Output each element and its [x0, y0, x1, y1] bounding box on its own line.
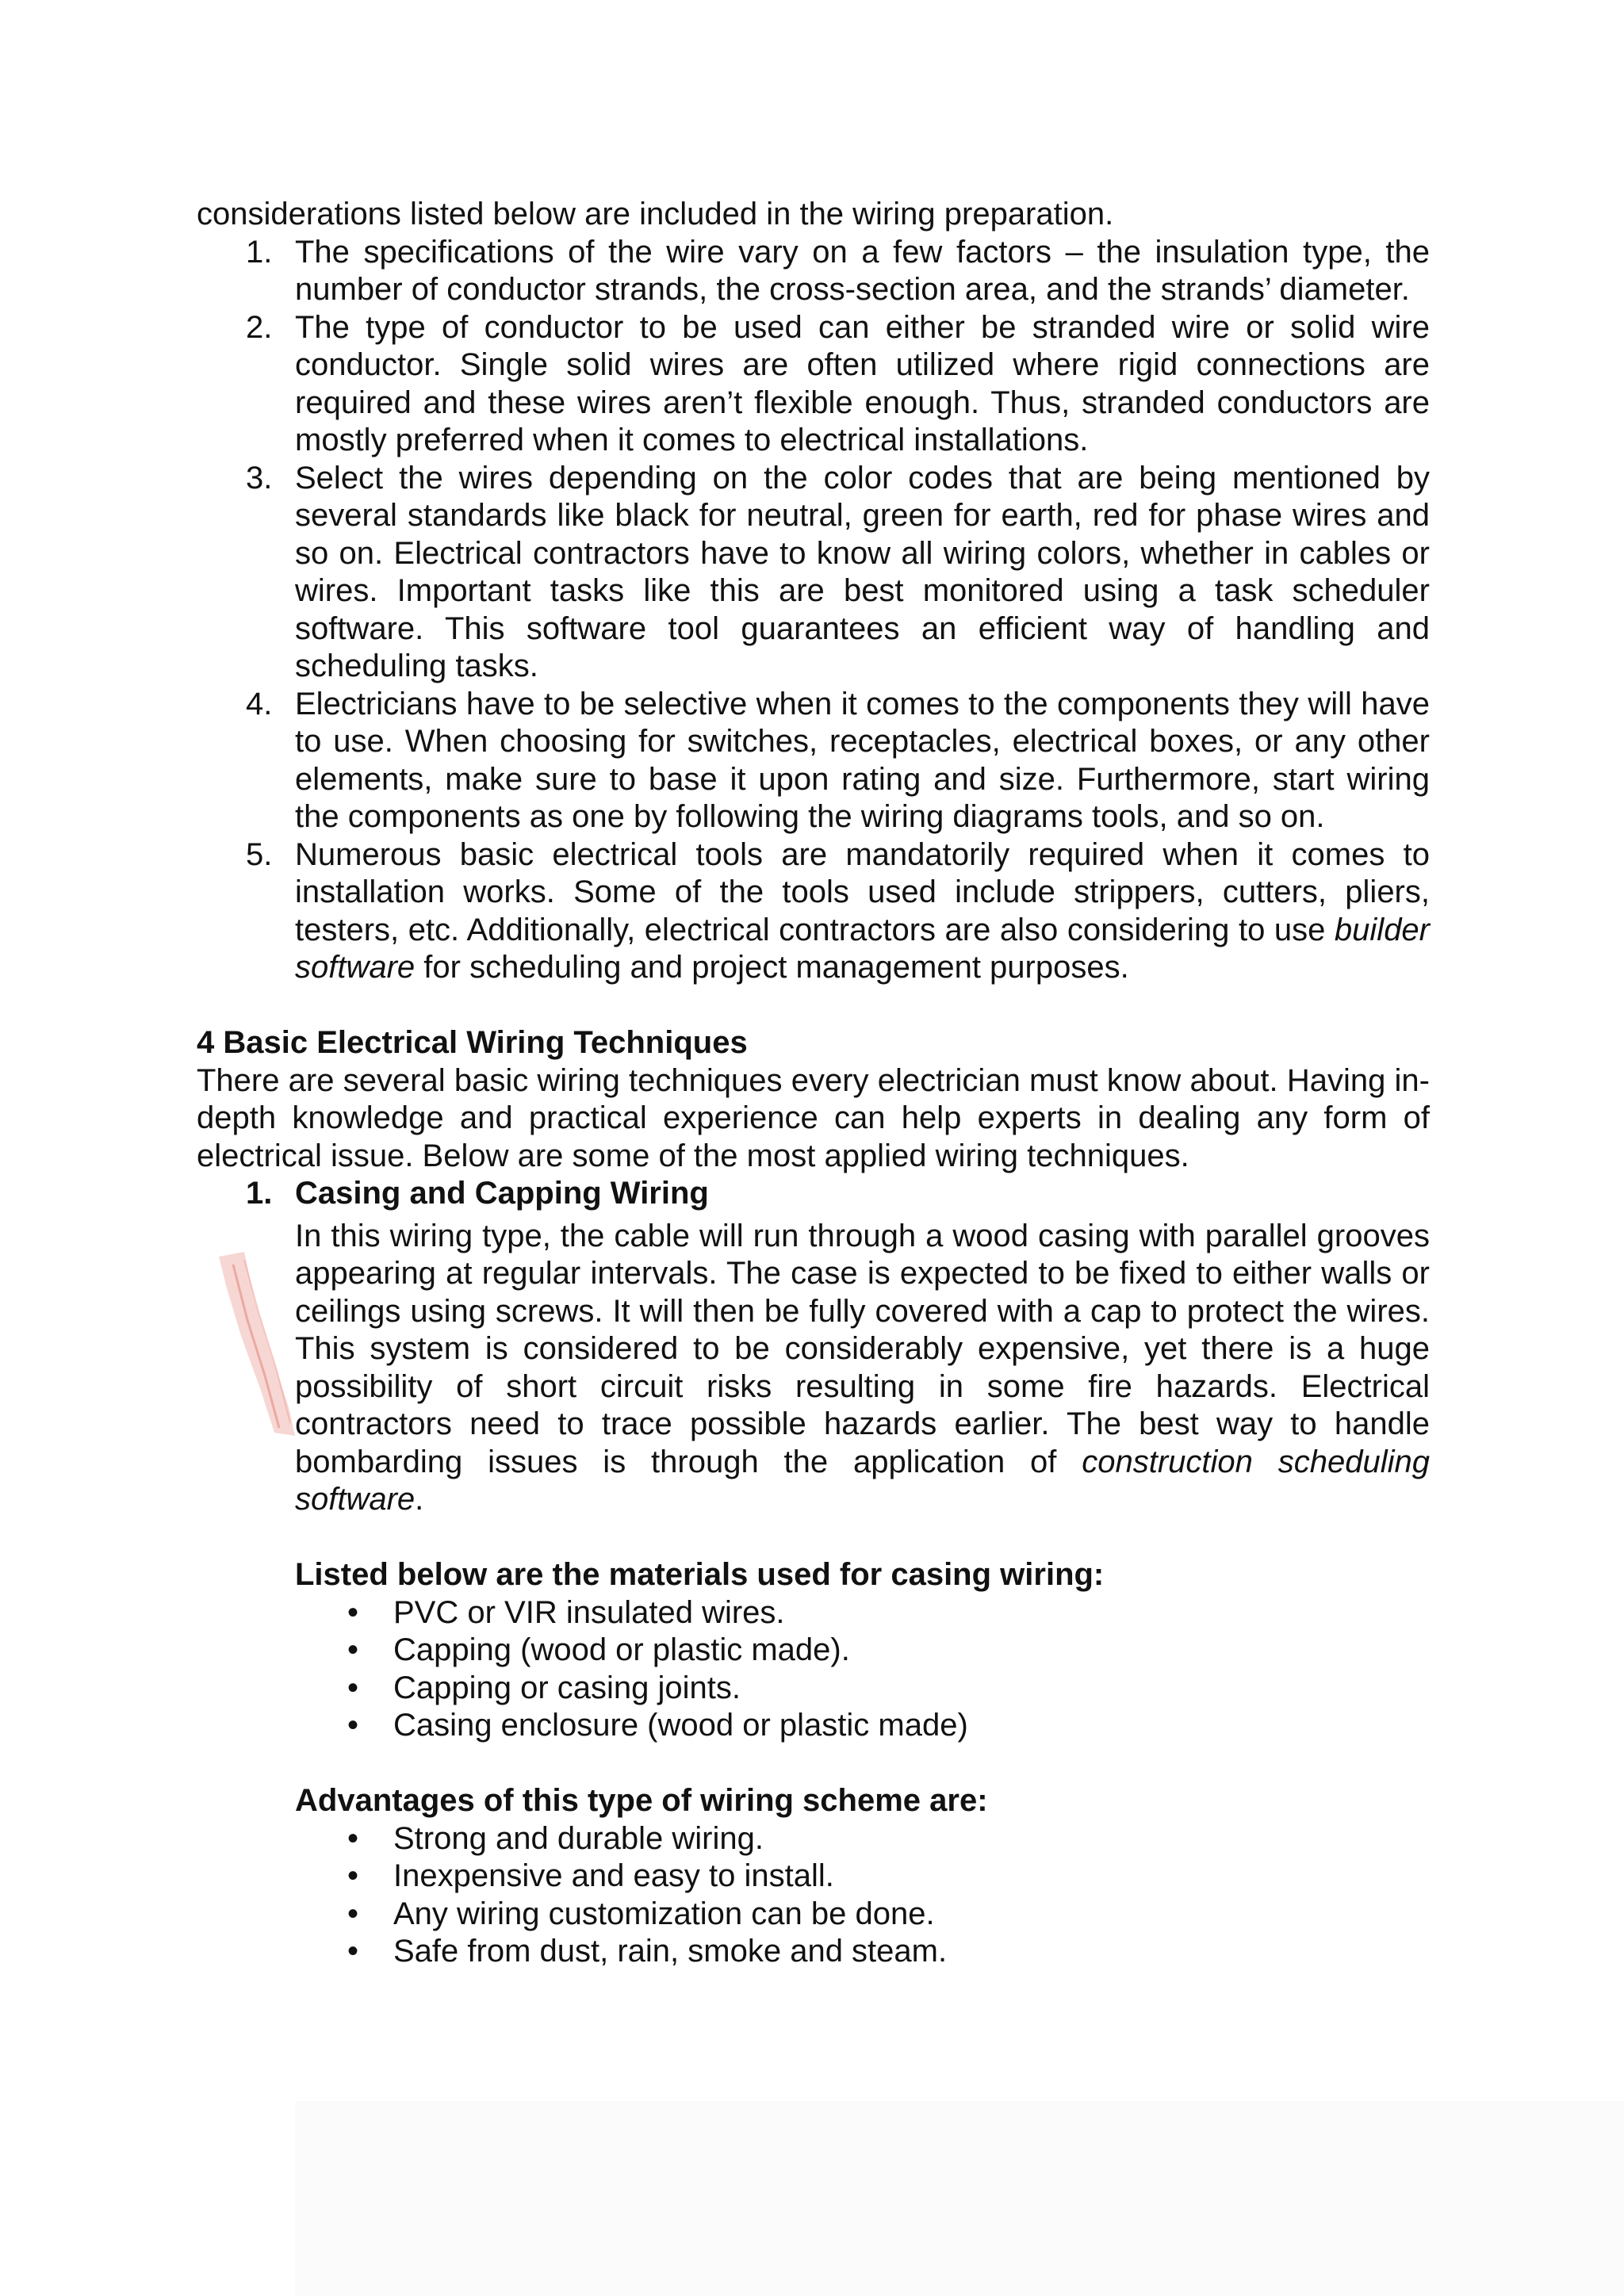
bullet-icon: • [347, 1820, 359, 1856]
bullet-icon: • [347, 1934, 359, 1969]
list-item [197, 836, 1430, 987]
bullet-item: • Capping or casing joints. [197, 1670, 1430, 1708]
technique-item [197, 1175, 1430, 1519]
bullet-item: • PVC or VIR insulated wires. [197, 1594, 1430, 1632]
bullet-item: • Safe from dust, rain, smoke and steam. [197, 1933, 1430, 1971]
list-number: 1. [246, 234, 273, 270]
spacer [197, 1745, 1430, 1783]
list-number: 4. [246, 686, 273, 721]
technique-number: 1. [246, 1176, 273, 1211]
italic-term: construction scheduling software [295, 1444, 1430, 1517]
bullet-item: • Casing enclosure (wood or plastic made) [197, 1707, 1430, 1745]
intro-line: considerations listed below are included in the wiring preparation. [197, 197, 1114, 232]
bullet-icon: • [347, 1708, 359, 1743]
bullet-icon: • [347, 1858, 359, 1893]
spacer [197, 1519, 1430, 1557]
bullet-icon: • [347, 1896, 359, 1931]
materials-heading: Listed below are the materials used for casing wiring: [295, 1557, 1105, 1592]
advantages-list [197, 1820, 1430, 1971]
list-item-text: Select the wires depending on the color codes that are being mentioned by several standards like black for neutral, green for earth, red for phase wires and so on. Electrical contractors have to know all wiring colors, whether in cables or wires. Important tasks like this are best monitored using a task scheduler software. This software tool guarantees an efficient way of handling and scheduling tasks. [295, 460, 1430, 683]
advantages-heading: Advantages of this type of wiring scheme are: [295, 1783, 988, 1818]
bullet-icon: • [347, 1594, 359, 1630]
bullet-icon: • [347, 1632, 359, 1667]
bullet-item: • Any wiring customization can be done. [197, 1896, 1430, 1934]
list-item [197, 234, 1430, 309]
list-item [197, 686, 1430, 836]
technique-title: Casing and Capping Wiring [295, 1176, 709, 1211]
bullet-item: • Inexpensive and easy to install. [197, 1858, 1430, 1896]
list-number: 2. [246, 309, 273, 345]
list-item-text: Electricians have to be selective when it comes to the components they will have to use. When choosing for switches, receptacles, electrical boxes, or any other elements, make sure to base it upon rating and size. Furthermore, start wiring the components as one by following the wiring diagrams tools, and so on. [295, 686, 1430, 834]
bullet-item: • Capping (wood or plastic made). [197, 1632, 1430, 1670]
list-number: 3. [246, 460, 273, 496]
materials-list [197, 1594, 1430, 1745]
section-heading: 4 Basic Electrical Wiring Techniques [197, 1025, 748, 1060]
technique-description: In this wiring type, the cable will run through a wood casing with parallel grooves appearing at regular intervals. The case is expected to be fixed to either walls or ceilings using screws. It will then be fully covered with a cap to protect the wires. This system is considered to be considerably expensive, yet there is a huge possibility of short circuit risks resulting in some fire hazards. Electrical contractors need to trace possible hazards earlier. The best way to handle bombarding issues is through the application of construction scheduling software. [295, 1218, 1430, 1517]
list-item [197, 309, 1430, 460]
spacer [197, 987, 1430, 1025]
list-item [197, 460, 1430, 686]
list-item-text: The type of conductor to be used can either be stranded wire or solid wire conductor. Single solid wires are often utilized where rigid connections are required and these wires aren’t flexible enough. Thus, stranded conductors are mostly preferred when it comes to electrical installations. [295, 309, 1430, 457]
section-intro: There are several basic wiring techniques every electrician must know about. Having in-depth knowledge and practical experience can help experts in dealing any form of electrical issue. Below are some of the most applied wiring techniques. [197, 1062, 1430, 1173]
document-body [197, 196, 1430, 1971]
bullet-item: • Strong and durable wiring. [197, 1820, 1430, 1858]
bullet-icon: • [347, 1670, 359, 1705]
page-shade [295, 2101, 1624, 2296]
italic-term: builder software [295, 912, 1430, 985]
preparation-list [197, 234, 1430, 987]
list-item-text: Numerous basic electrical tools are mandatorily required when it comes to installation works. Some of the tools used include strippers, cutters, pliers, testers, etc. Additionally, electrical contractors are also considering to use builder software for scheduling and project management purposes. [295, 836, 1430, 985]
list-item-text: The specifications of the wire vary on a few factors – the insulation type, the number of conductor strands, the cross-section area, and the strands’ diameter. [295, 234, 1430, 307]
list-number: 5. [246, 836, 273, 872]
